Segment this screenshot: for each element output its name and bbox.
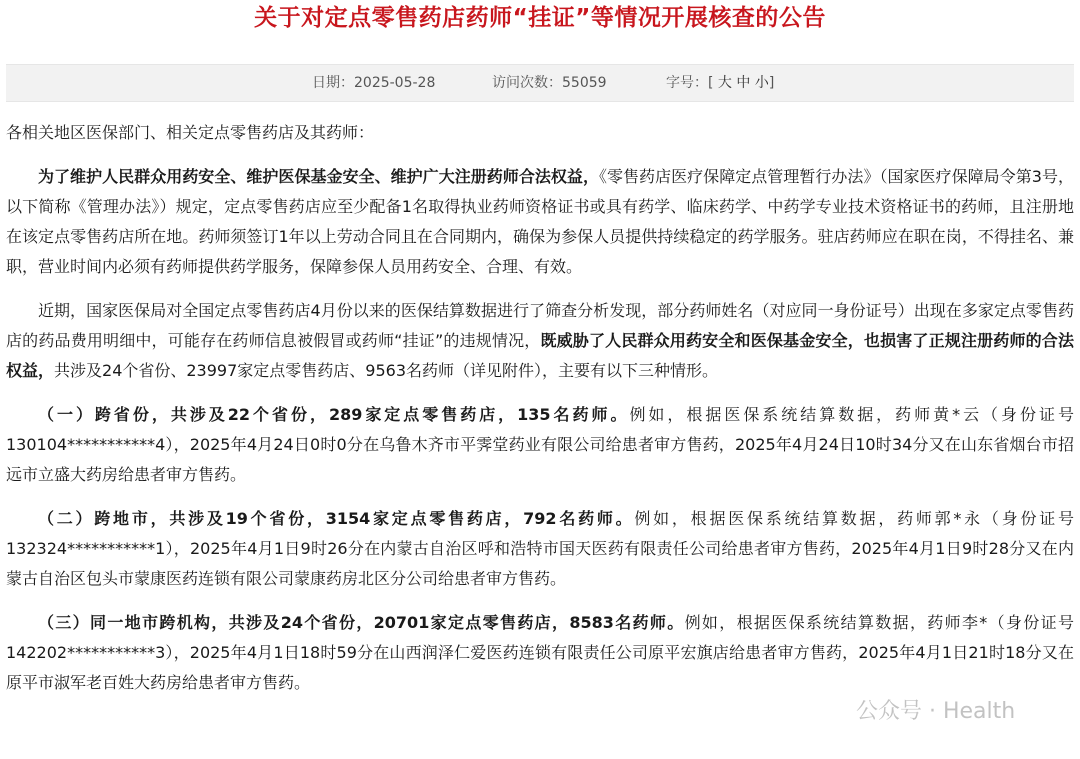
visit-count: 访问次数：55059 <box>492 75 607 91</box>
publish-date: 日期：2025-05-28 <box>312 75 436 91</box>
paragraph-2: 近期，国家医保局对全国定点零售药店4月份以来的医保结算数据进行了筛查分析发现，部分药师姓名（对应同一身份证号）出现在多家定点零售药店的药品费用明细中，可能存在药师信息被假冒或药师“挂证”的违规情况，既威胁了人民群众用药安全和医保基金安全，也损害了正规注册药师的合法权益，共涉及24个省份、23997家定点零售药店、9563名药师（详见附件），主要有以下三种情形。 <box>6 301 1074 380</box>
font-size-small-button[interactable]: 小 <box>754 75 769 91</box>
page-title: 关于对定点零售药店药师“挂证”等情况开展核查的公告 <box>254 5 826 31</box>
paragraph-4: （二）跨地市，共涉及19个省份，3154家定点零售药店，792名药师。例如，根据医保系统结算数据，药师郭*永（身份证号132324***********1），2025年4月1日9时26分在内蒙古自治区呼和浩特市国天医药有限责任公司给患者审方售药，2025年4月1日9时28分又在内蒙古自治区包头市蒙康医药连锁有限公司蒙康药房北区分公司给患者审方售药。 <box>6 509 1074 588</box>
article-meta-bar <box>6 64 1074 102</box>
paragraph-3: （一）跨省份，共涉及22个省份，289家定点零售药店，135名药师。例如，根据医保系统结算数据，药师黄*云（身份证号130104***********4），2025年4月24日0时0分在乌鲁木齐市平霁堂药业有限公司给患者审方售药，2025年4月24日10时34分又在山东省烟台市招远市立盛大药房给患者审方售药。 <box>6 405 1074 484</box>
font-size-medium-button[interactable]: 中 <box>736 75 751 91</box>
greeting: 各相关地区医保部门、相关定点零售药店及其药师： <box>6 123 375 142</box>
font-size-control: 字号：[ 大 中 小] <box>666 75 775 91</box>
paragraph-1: 为了维护人民群众用药安全、维护医保基金安全、维护广大注册药师合法权益，《零售药店医疗保障定点管理暂行办法》（国家医疗保障局令第3号，以下简称《管理办法》）规定，定点零售药店应至少配备1名取得执业药师资格证书或具有药学、临床药学、中药学专业技术资格证书的药师，且注册地在该定点零售药店所在地。药师须签订1年以上劳动合同且在合同期内，确保为参保人员提供持续稳定的药学服务。驻店药师应在职在岗，不得挂名、兼职，营业时间内必须有药师提供药学服务，保障参保人员用药安全、合理、有效。 <box>6 167 1074 276</box>
article-body <box>6 118 1074 698</box>
watermark: 公众号 · Health <box>856 699 1016 724</box>
paragraph-5: （三）同一地市跨机构，共涉及24个省份，20701家定点零售药店，8583名药师。例如，根据医保系统结算数据，药师李*（身份证号142202***********3），2025年4月1日18时59分在山西润泽仁爱医药连锁有限责任公司原平宏旗店给患者审方售药，2025年4月1日21时18分又在原平市淑军老百姓大药房给患者审方售药。 <box>6 613 1074 692</box>
font-size-large-button[interactable]: 大 <box>717 75 732 91</box>
